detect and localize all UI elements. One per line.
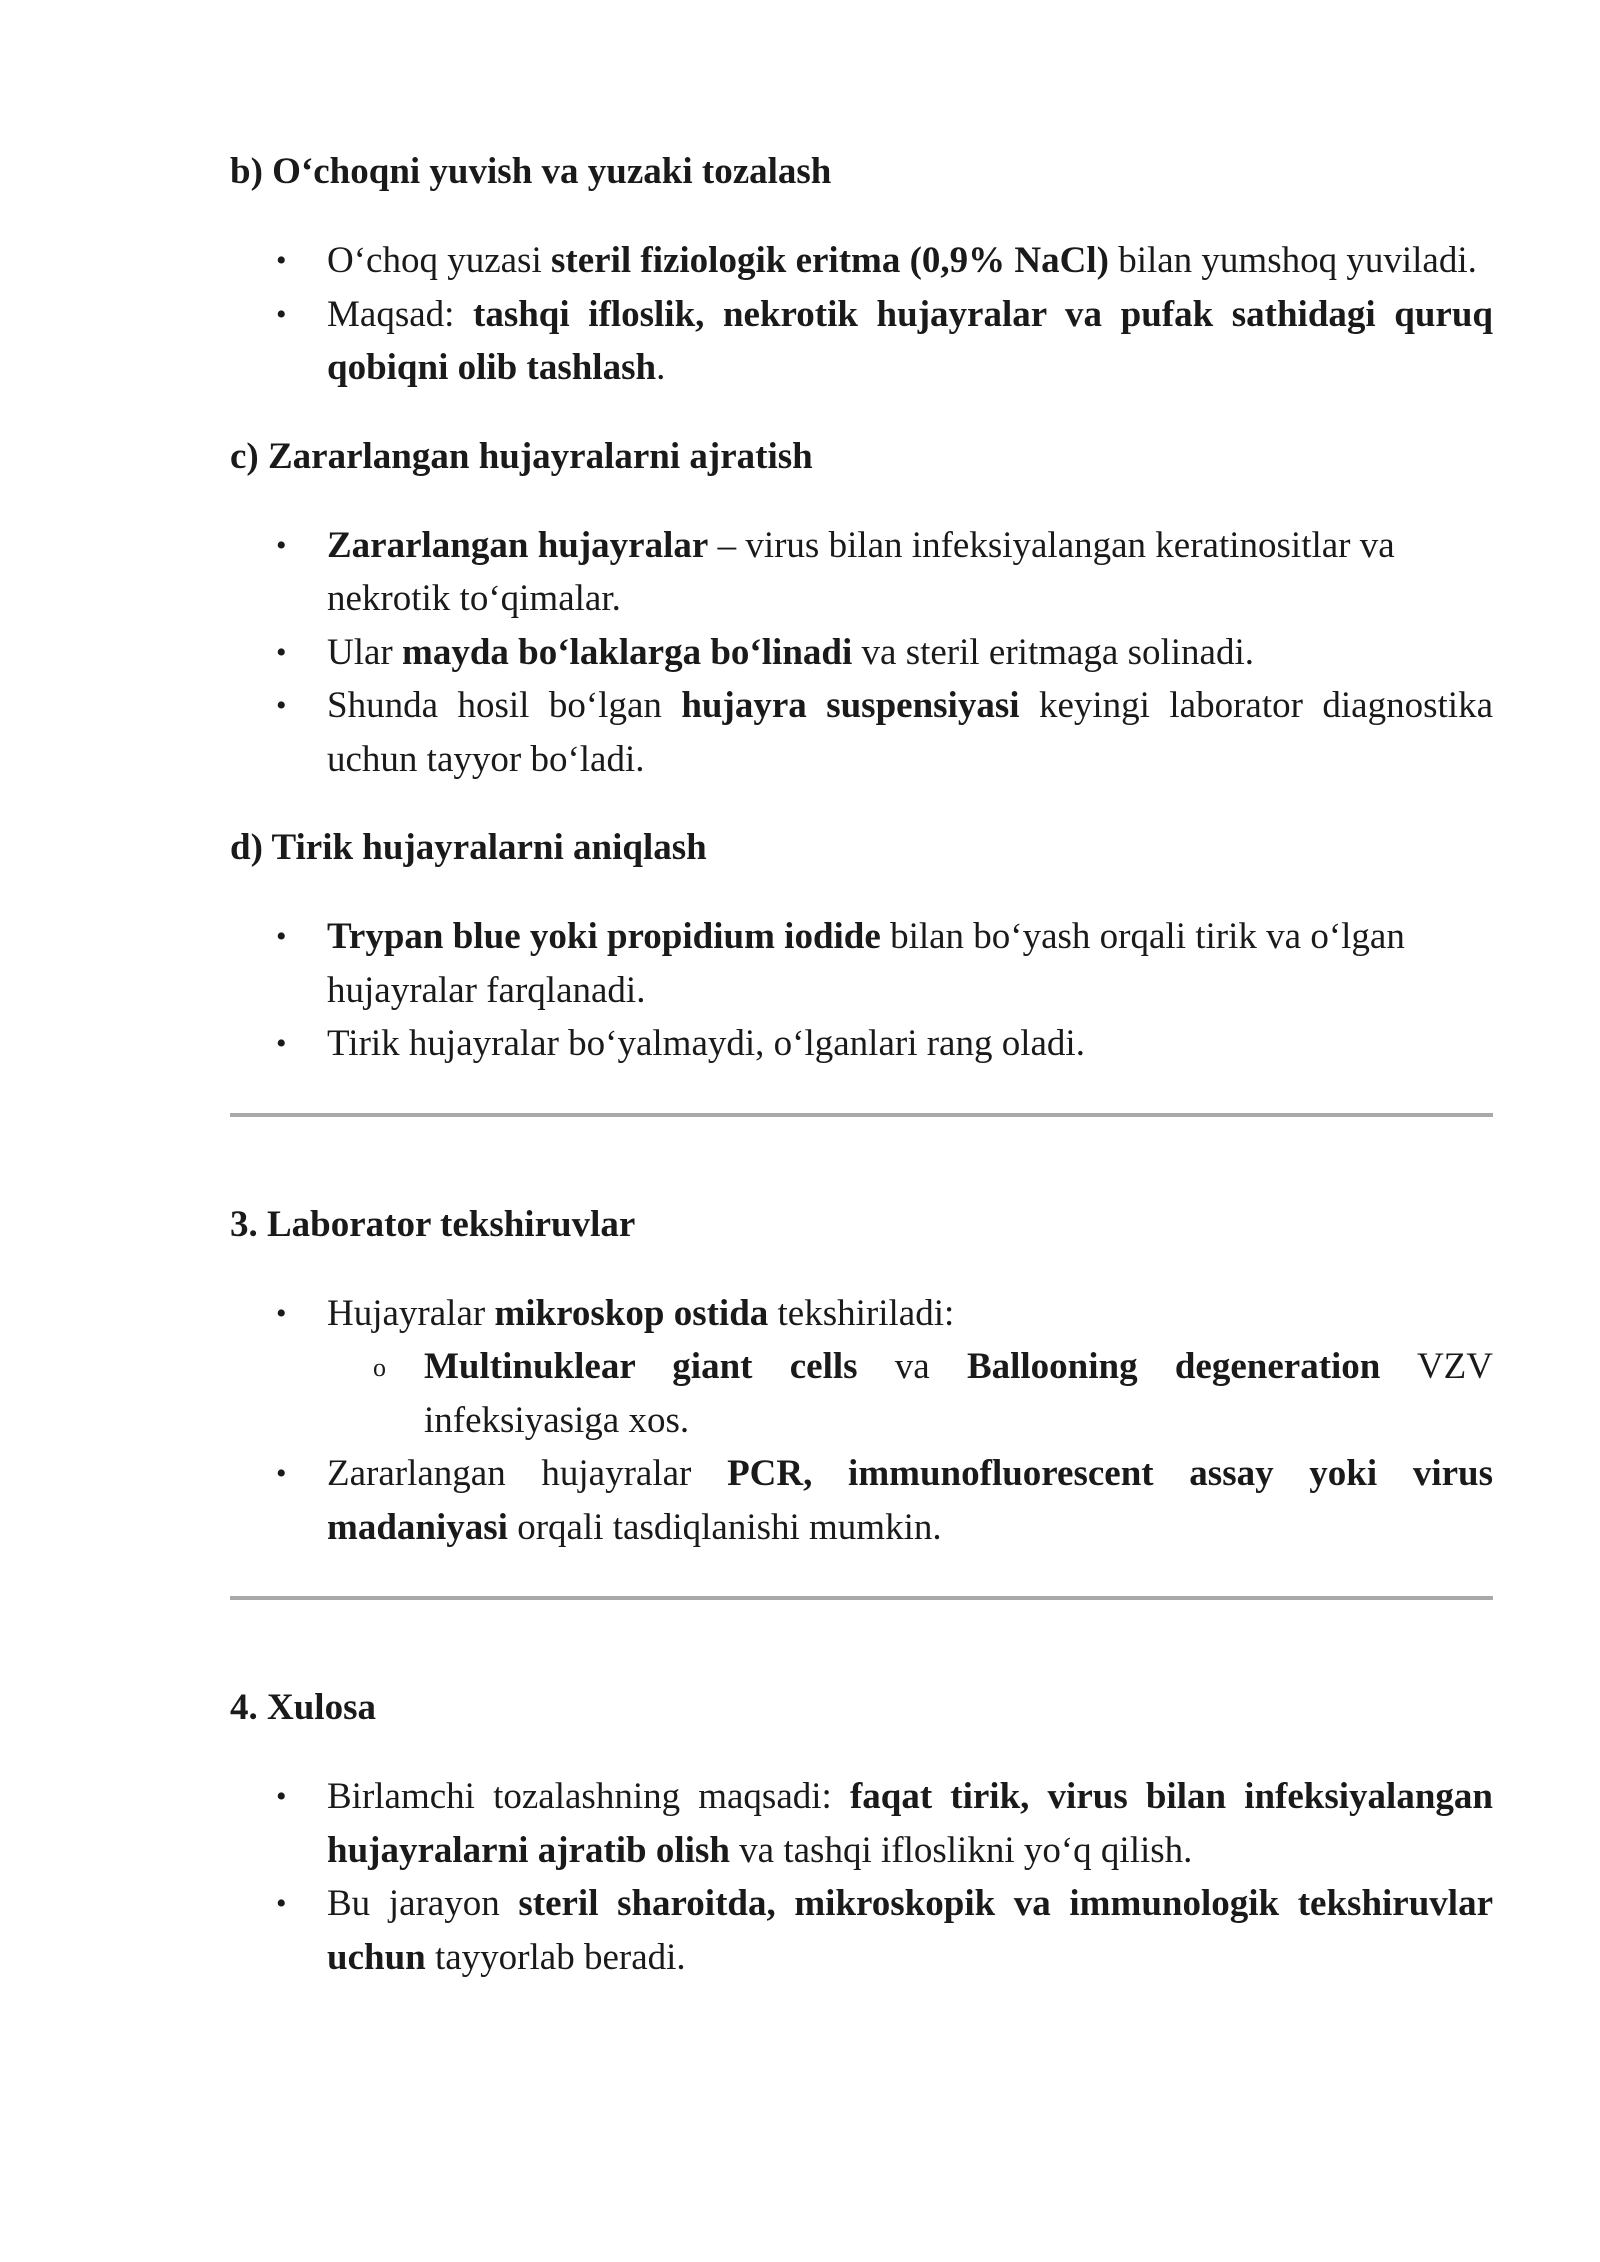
document-page (230, 148, 1493, 1984)
section-c-list (230, 519, 1493, 787)
bold-text: PCR, immunofluorescent assay yoki virus madaniyasi (327, 1453, 1494, 1548)
sub-list (327, 1340, 1493, 1447)
list-item: • Shunda hosil bo‘lgan hujayra suspensiyasi keyingi laborator diagnostika uchun tayyor bo‘ladi. (230, 679, 1493, 786)
section-d-heading: d) Tirik hujayralarni aniqlash (230, 827, 707, 868)
bold-text: Zararlangan hujayralar (327, 524, 709, 566)
bold-text: mikroskop ostida (494, 1292, 769, 1334)
section-3-list (230, 1287, 1493, 1555)
list-item: • Zararlangan hujayralar PCR, immunofluorescent assay yoki virus madaniyasi orqali tasdiqlanishi mumkin. (230, 1447, 1493, 1554)
list-item: • Bu jarayon steril sharoitda, mikroskopik va immunologik tekshiruvlar uchun tayyorlab beradi. (230, 1877, 1493, 1984)
list-item: • Zararlangan hujayralar – virus bilan infeksiyalangan keratinositlar va nekrotik to‘qimalar. (230, 519, 1493, 626)
section-4-list (230, 1770, 1493, 1984)
bold-text: steril sharoitda, mikroskopik va immunologik tekshiruvlar uchun (327, 1883, 1494, 1978)
list-item: • Birlamchi tozalashning maqsadi: faqat tirik, virus bilan infeksiyalangan hujayralarni ajratib olish va tashqi ifloslikni yo‘q qilish. (230, 1770, 1493, 1877)
section-4-heading: 4. Xulosa (230, 1687, 376, 1728)
section-divider (230, 1113, 1493, 1117)
list-item: • Ular mayda bo‘laklarga bo‘linadi va steril eritmaga solinadi. (230, 626, 1493, 680)
bold-text: Trypan blue yoki propidium iodide (327, 916, 881, 957)
bold-text: tashqi ifloslik, nekrotik hujayralar va pufak sathidagi quruq qobiqni olib tashlash (327, 293, 1493, 388)
section-b-heading: b) O‘choqni yuvish va yuzaki tozalash (230, 151, 832, 192)
list-item: • O‘choq yuzasi steril fiziologik eritma (0,9% NaCl) bilan yumshoq yuviladi. (230, 234, 1493, 288)
bold-text: steril fiziologik eritma (0,9% NaCl) (551, 240, 1109, 281)
bold-text: mayda bo‘laklarga bo‘linadi (402, 631, 853, 673)
section-c-heading: c) Zararlangan hujayralarni ajratish (230, 435, 813, 477)
list-item: • Maqsad: tashqi ifloslik, nekrotik hujayralar va pufak sathidagi quruq qobiqni olib tashlash. (230, 288, 1493, 395)
section-3-heading: 3. Laborator tekshiruvlar (230, 1203, 636, 1245)
section-divider (230, 1596, 1493, 1600)
section-d-list (230, 910, 1493, 1071)
list-item: • Hujayralar mikroskop ostida tekshiriladi: o Multinuklear giant cells va Ballooning degeneration VZV infeksiyasiga xos. (230, 1287, 1493, 1448)
section-b-list (230, 234, 1493, 395)
bold-text: Multinuklear giant cells (424, 1346, 858, 1387)
sub-list-item: o Multinuklear giant cells va Ballooning degeneration VZV infeksiyasiga xos. (327, 1340, 1493, 1447)
bold-text: hujayra suspensiyasi (681, 685, 1020, 726)
bold-text: faqat tirik, virus bilan infeksiyalangan hujayralarni ajratib olish (327, 1776, 1493, 1871)
bold-text: Ballooning degeneration (966, 1346, 1381, 1387)
list-item: • Trypan blue yoki propidium iodide bilan bo‘yash orqali tirik va o‘lgan hujayralar farqlanadi. (230, 910, 1493, 1017)
list-item: • Tirik hujayralar bo‘yalmaydi, o‘lganlari rang oladi. (230, 1017, 1493, 1071)
